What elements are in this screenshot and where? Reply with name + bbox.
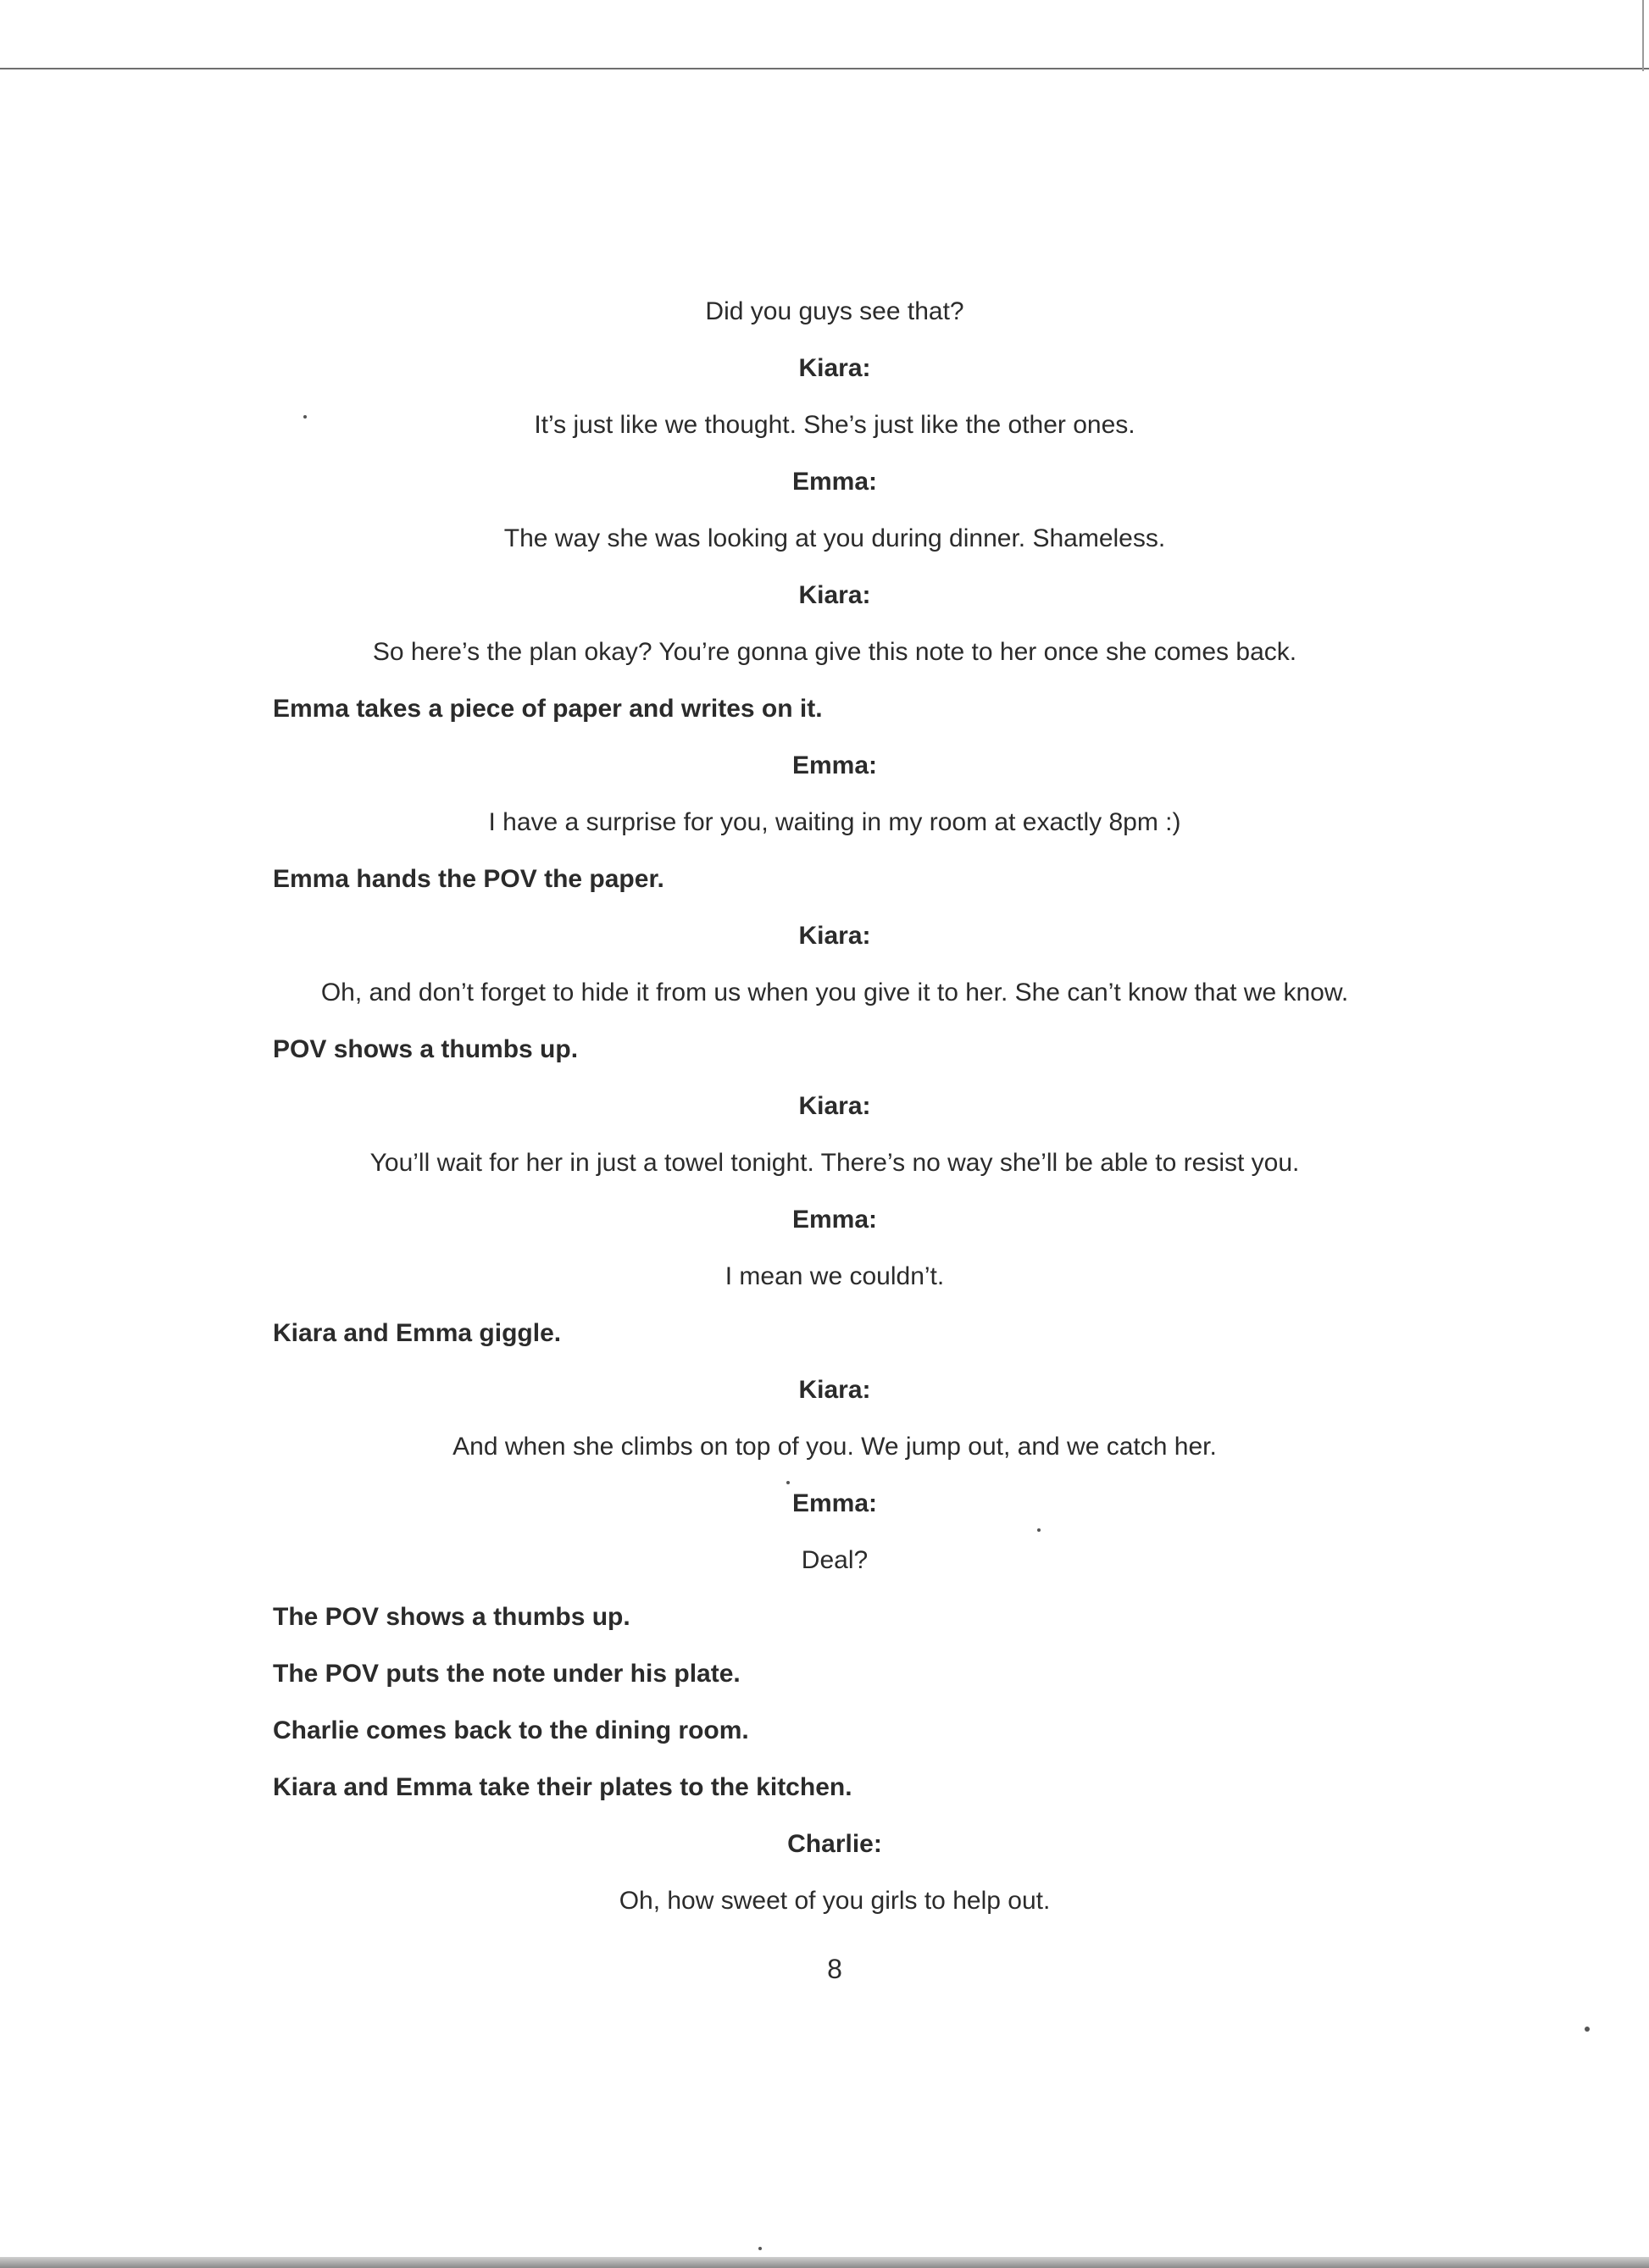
character-name: Emma: xyxy=(791,1489,878,1517)
scan-speck xyxy=(758,2247,762,2250)
dialogue-line: You’ll wait for her in just a towel tonight. There’s no way she’ll be able to resist you. xyxy=(369,1149,1300,1177)
dialogue-line: I have a surprise for you, waiting in my room at exactly 8pm :) xyxy=(488,808,1181,836)
page-number: 8 xyxy=(827,1954,842,1984)
action-line: POV shows a thumbs up. xyxy=(273,1035,579,1063)
dialogue-line: Oh, and don’t forget to hide it from us when you give it to her. She can’t know that we know. xyxy=(320,979,1349,1006)
action-line: Kiara and Emma take their plates to the kitchen. xyxy=(273,1773,852,1801)
character-name: Kiara: xyxy=(798,581,871,609)
scan-speck xyxy=(303,415,307,419)
character-name: Kiara: xyxy=(798,1092,871,1120)
scan-speck xyxy=(786,1481,790,1484)
dialogue-line: And when she climbs on top of you. We jump out, and we catch her. xyxy=(453,1433,1217,1461)
dialogue-line: The way she was looking at you during dinner. Shameless. xyxy=(503,524,1166,552)
scan-bottom-edge xyxy=(0,2257,1649,2268)
action-line: Emma hands the POV the paper. xyxy=(273,865,664,893)
character-name: Kiara: xyxy=(798,922,871,950)
dialogue-line: It’s just like we thought. She’s just like the other ones. xyxy=(534,411,1135,439)
action-line: Charlie comes back to the dining room. xyxy=(273,1716,749,1744)
action-line: The POV puts the note under his plate. xyxy=(273,1660,741,1688)
character-name: Emma: xyxy=(791,1206,878,1234)
action-line: Emma takes a piece of paper and writes on it. xyxy=(273,695,823,723)
character-name: Charlie: xyxy=(787,1830,882,1858)
action-line: Kiara and Emma giggle. xyxy=(273,1319,562,1347)
dialogue-line: Deal? xyxy=(801,1546,869,1574)
scan-speck xyxy=(1037,1528,1041,1532)
dialogue-line: So here’s the plan okay? You’re gonna give this note to her once she comes back. xyxy=(372,638,1297,666)
character-name: Emma: xyxy=(791,468,878,496)
scan-speck xyxy=(1585,2027,1590,2032)
character-name: Emma: xyxy=(791,751,878,779)
dialogue-line: Did you guys see that? xyxy=(705,297,964,325)
character-name: Kiara: xyxy=(798,354,871,382)
action-line: The POV shows a thumbs up. xyxy=(273,1603,630,1631)
dialogue-line: I mean we couldn’t. xyxy=(725,1262,945,1290)
dialogue-line: Oh, how sweet of you girls to help out. xyxy=(619,1887,1051,1915)
character-name: Kiara: xyxy=(798,1376,871,1404)
